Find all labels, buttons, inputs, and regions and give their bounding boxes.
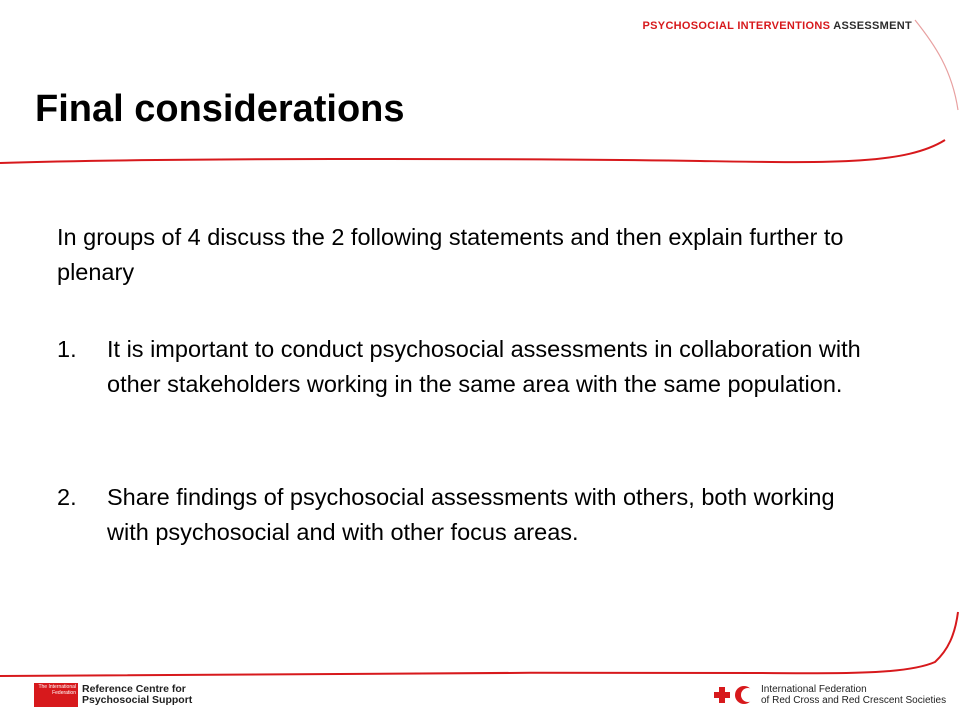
reference-centre-text bbox=[82, 684, 192, 706]
red-cross-icon bbox=[712, 685, 732, 705]
statement-item bbox=[57, 480, 877, 550]
header-part-psychosocial: PSYCHOSOCIAL bbox=[642, 20, 734, 32]
slide-title: Final considerations bbox=[35, 88, 405, 130]
intro-text: In groups of 4 discuss the 2 following statements and then explain further to plenary bbox=[57, 224, 844, 285]
federation-line1: International Federation bbox=[761, 684, 867, 695]
header-part-interventions: INTERVENTIONS bbox=[737, 20, 831, 32]
top-red-swoosh bbox=[0, 140, 945, 163]
federation-line2: of Red Cross and Red Crescent Societies bbox=[761, 695, 947, 706]
ifrc-reference-centre-logo-icon bbox=[34, 683, 78, 707]
header-part-assessment: ASSESSMENT bbox=[833, 20, 912, 32]
ifrc-logo bbox=[712, 684, 946, 706]
statement-item bbox=[57, 332, 877, 402]
statement-number: 2. bbox=[57, 484, 77, 510]
logo-small-text: The International Federation bbox=[38, 684, 76, 696]
top-right-pink-arc bbox=[915, 20, 958, 110]
bottom-red-swoosh bbox=[0, 612, 958, 676]
reference-centre-logo bbox=[34, 683, 192, 707]
reference-centre-line1: Reference Centre for bbox=[82, 683, 186, 695]
statement-number: 1. bbox=[57, 336, 77, 362]
reference-centre-line2: Psychosocial Support bbox=[82, 694, 193, 706]
statement-text: Share findings of psychosocial assessments with others, both working with psychosocial and with other focus areas. bbox=[107, 484, 835, 545]
federation-text bbox=[761, 684, 946, 706]
red-crescent-icon bbox=[735, 686, 753, 704]
statement-text: It is important to conduct psychosocial assessments in collaboration with other stakeholders working in the same area with the same population. bbox=[107, 336, 861, 397]
